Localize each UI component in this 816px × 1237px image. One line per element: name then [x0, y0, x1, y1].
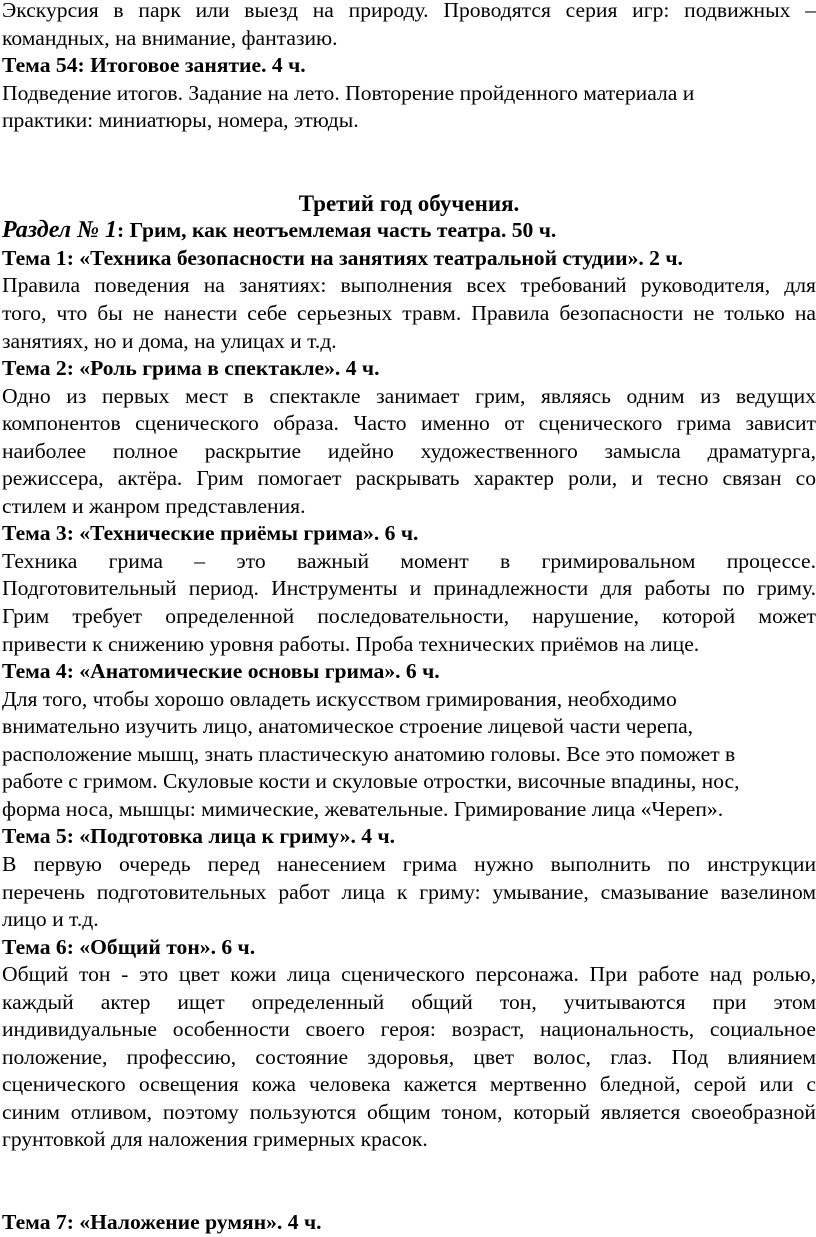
- paragraph-line: Правила поведения на занятиях: выполнения всех требований руководителя, для: [2, 273, 816, 298]
- paragraph-line: занятиях, но и дома, на улицах и т.д.: [2, 328, 337, 353]
- paragraph-line: Грим требует определенной последовательности, нарушение, которой может: [2, 604, 816, 629]
- paragraph-line: режиссера, актёра. Грим помогает раскрывать характер роли, и тесно связан со: [2, 466, 816, 491]
- paragraph-line: положение, профессию, состояние здоровья, цвет волос, глаз. Под влиянием: [2, 1044, 816, 1069]
- paragraph-line: В первую очередь перед нанесением грима нужно выполнить по инструкции: [2, 851, 816, 876]
- paragraph: [2, 80, 816, 135]
- topic-heading: Тема 5: «Подготовка лица к гриму». 4 ч.: [2, 824, 396, 849]
- topic-heading: Тема 4: «Анатомические основы грима». 6 ч.: [2, 659, 440, 684]
- blank-line: [2, 1154, 816, 1182]
- paragraph: [2, 851, 816, 934]
- paragraph-line: индивидуальные особенности своего героя: возраст, национальность, социальное: [2, 1017, 816, 1042]
- section-heading: [2, 217, 816, 245]
- paragraph-line: перечень подготовительных работ лица к гриму: умывание, смазывание вазелином: [2, 879, 816, 904]
- paragraph-line: компонентов сценического образа. Часто именно от сценического грима зависит: [2, 411, 816, 436]
- paragraph-line: стилем и жанром представления.: [2, 493, 306, 518]
- topic-heading: Тема 54: Итоговое занятие. 4 ч.: [2, 53, 306, 78]
- section-title: : Грим, как неотъемлемая часть театра. 50 ч.: [117, 218, 557, 243]
- paragraph-line: внимательно изучить лицо, анатомическое строение лицевой части черепа,: [2, 714, 694, 739]
- topic-heading: Тема 2: «Роль грима в спектакле». 4 ч.: [2, 356, 380, 381]
- paragraph: [2, 272, 816, 355]
- paragraph: [2, 383, 816, 521]
- paragraph-line: каждый актер ищет определенный общий тон, учитываются при этом: [2, 989, 816, 1014]
- paragraph: [2, 961, 816, 1154]
- paragraph-line: лицо и т.д.: [2, 907, 99, 932]
- paragraph-line: форма носа, мышцы: мимические, жевательные. Гримирование лица «Череп».: [2, 796, 724, 821]
- section-number: Раздел № 1: [2, 217, 118, 244]
- paragraph-line: практики: миниатюры, номера, этюды.: [2, 108, 359, 133]
- topic-heading: Тема 7: «Наложение румян». 4 ч.: [2, 1210, 322, 1235]
- paragraph-line: того, что бы не нанести себе серьезных травм. Правила безопасности не только на: [2, 301, 816, 326]
- paragraph-line: Подготовительный период. Инструменты и принадлежности для работы по гриму.: [2, 576, 816, 601]
- topic-heading: Тема 6: «Общий тон». 6 ч.: [2, 934, 256, 959]
- paragraph-line: привести к снижению уровня работы. Проба технических приёмов на лице.: [2, 631, 700, 656]
- paragraph-line: работе с гримом. Скуловые кости и скуловые отростки, височные впадины, нос,: [2, 769, 740, 794]
- paragraph-line: наиболее полное раскрытие идейно художественного замысла драматурга,: [2, 438, 816, 463]
- blank-line: [2, 162, 816, 190]
- paragraph-line: расположение мышц, знать пластическую анатомию головы. Все это поможет в: [2, 741, 736, 766]
- topic-heading: Тема 1: «Техника безопасности на занятиях театральной студии». 2 ч.: [2, 245, 683, 270]
- paragraph: [2, 548, 816, 658]
- year-title: Третий год обучения.: [298, 190, 520, 216]
- paragraph-line: грунтовкой для наложения гримерных красок.: [2, 1127, 428, 1152]
- topic-heading: Тема 3: «Технические приёмы грима». 6 ч.: [2, 521, 419, 546]
- paragraph-line: Подведение итогов. Задание на лето. Повторение пройденного материала и: [2, 80, 695, 105]
- paragraph-line: Общий тон - это цвет кожи лица сценического персонажа. При работе над ролью,: [2, 962, 816, 987]
- paragraph-line: сценического освещения кожа человека кажется мертвенно бледной, серой или с: [2, 1072, 816, 1097]
- paragraph-line: синим отливом, поэтому пользуются общим тоном, который является своеобразной: [2, 1099, 816, 1124]
- paragraph-line: Экскурсия в парк или выезд на природу. Проводятся серия игр: подвижных –: [2, 0, 816, 22]
- paragraph: [2, 0, 816, 52]
- paragraph-line: командных, на внимание, фантазию.: [2, 25, 338, 50]
- paragraph: [2, 686, 816, 824]
- paragraph-line: Одно из первых мест в спектакле занимает грим, являясь одним из ведущих: [2, 383, 816, 408]
- paragraph-line: Техника грима – это важный момент в гримировальном процессе.: [2, 548, 816, 573]
- paragraph-line: Для того, чтобы хорошо овладеть искусством гримирования, необходимо: [2, 686, 677, 711]
- blank-line: [2, 135, 816, 163]
